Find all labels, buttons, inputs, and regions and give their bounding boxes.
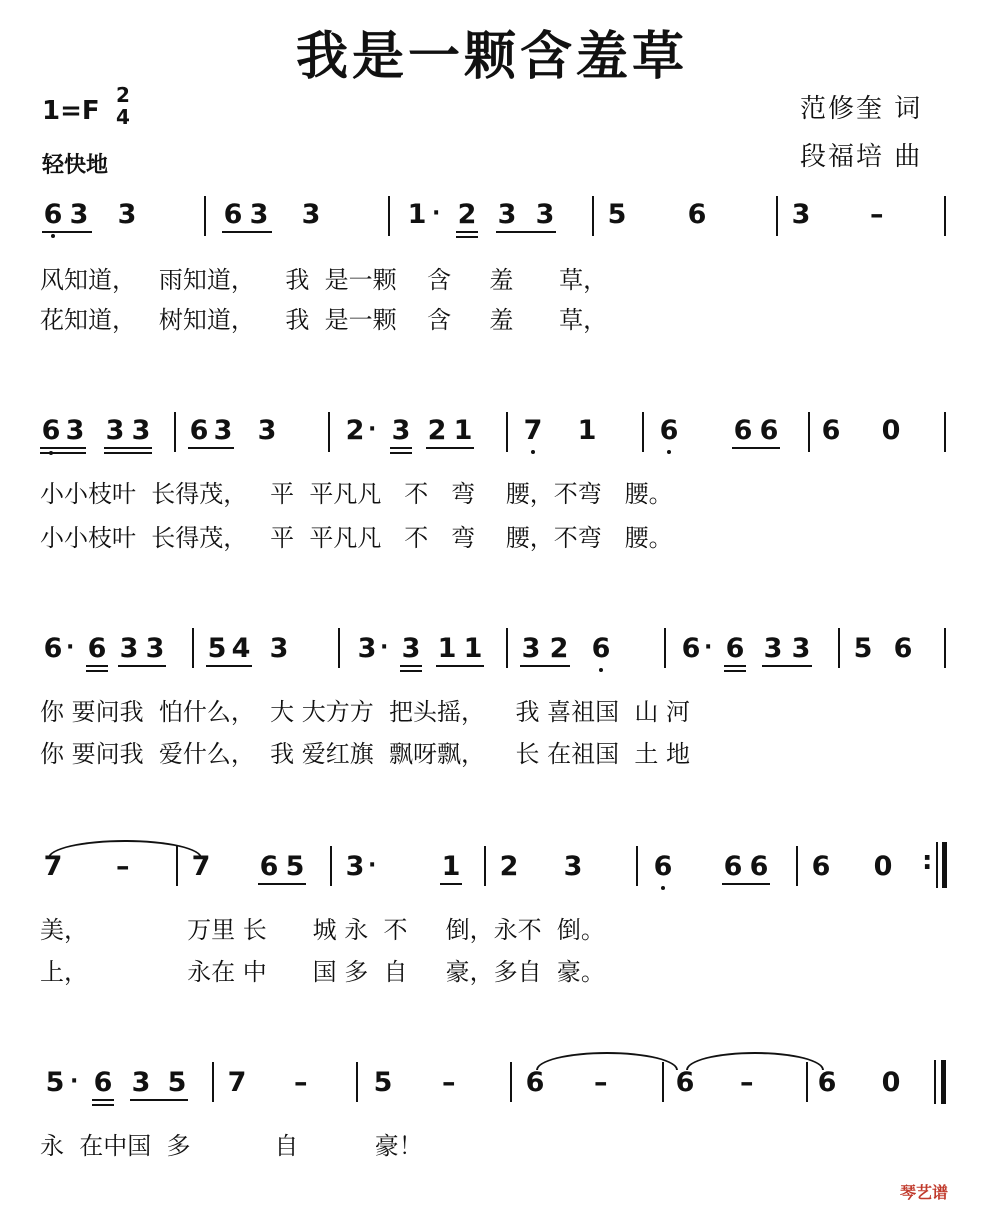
bar-line <box>356 1062 358 1102</box>
note: 3 <box>269 633 289 664</box>
note: 6 <box>189 415 209 446</box>
note: 3 <box>763 633 783 664</box>
note: 2 <box>457 199 477 230</box>
bar-line <box>806 1062 808 1102</box>
bar-line <box>192 628 194 668</box>
note-extension: – <box>294 1067 308 1098</box>
note: 7 <box>523 415 543 446</box>
note: 0 <box>873 851 893 882</box>
bar-line <box>204 196 206 236</box>
note: 2 <box>427 415 447 446</box>
lyricist-credit: 范修奎 词 <box>800 94 923 124</box>
beam-underline <box>724 670 746 672</box>
note: 3 <box>69 199 89 230</box>
beam-underline <box>400 670 422 672</box>
beam-underline <box>762 665 812 667</box>
beam-underline <box>130 1099 188 1101</box>
dot-augmentation: · <box>368 417 377 442</box>
tie-slur <box>686 1052 824 1070</box>
note: 1 <box>437 633 457 664</box>
note: 3 <box>535 199 555 230</box>
lyric-line-verse-1: 你 要问我 怕什么， 大 大方方 把头摇， 我 喜祖国 山 河 <box>40 698 691 726</box>
bar-line <box>506 628 508 668</box>
beam-underline <box>456 231 478 233</box>
note: 1 <box>463 633 483 664</box>
lyric-line: 永 在中国 多 自 豪！ <box>40 1132 423 1160</box>
note: 2 <box>499 851 519 882</box>
low-octave-dot <box>661 886 665 890</box>
beam-underline <box>400 665 422 667</box>
note: 6 <box>41 415 61 446</box>
note: 6 <box>811 851 831 882</box>
note: 5 <box>45 1067 65 1098</box>
note: 6 <box>87 633 107 664</box>
beam-underline <box>390 452 412 454</box>
note: 6 <box>43 633 63 664</box>
beam-underline <box>222 231 272 233</box>
bar-line <box>642 412 644 452</box>
bar-line <box>506 412 508 452</box>
note: 3 <box>301 199 321 230</box>
bar-line <box>388 196 390 236</box>
dot-augmentation: · <box>380 635 389 660</box>
bar-line <box>338 628 340 668</box>
bar-line <box>636 846 638 886</box>
note: 5 <box>373 1067 393 1098</box>
bar-line <box>944 412 946 452</box>
note: 6 <box>723 851 743 882</box>
note: 6 <box>43 199 63 230</box>
note: 6 <box>659 415 679 446</box>
note: 6 <box>223 199 243 230</box>
lyric-line-verse-2: 花知道， 树知道， 我 是一颗 含 羞 草， <box>40 306 608 334</box>
bar-line <box>510 1062 512 1102</box>
note: 0 <box>881 1067 901 1098</box>
lyric-line-verse-1: 美， 万里 长 城 永 不 倒，永不 倒。 <box>40 916 605 944</box>
beam-underline <box>92 1099 114 1101</box>
note: 1 <box>407 199 427 230</box>
beam-underline <box>456 236 478 238</box>
beam-underline <box>732 447 780 449</box>
bar-line <box>330 846 332 886</box>
note: 6 <box>675 1067 695 1098</box>
note: 6 <box>93 1067 113 1098</box>
note: 3 <box>791 199 811 230</box>
time-signature-denominator: 4 <box>116 105 130 129</box>
low-octave-dot <box>599 668 603 672</box>
bar-line <box>484 846 486 886</box>
bar-line <box>838 628 840 668</box>
note: 5 <box>167 1067 187 1098</box>
watermark-logo: 琴艺谱 <box>900 1183 949 1202</box>
note: 3 <box>65 415 85 446</box>
note-extension: – <box>442 1067 456 1098</box>
note: 6 <box>525 1067 545 1098</box>
repeat-sign-dots: : <box>922 846 933 876</box>
note: 3 <box>357 633 377 664</box>
note: 6 <box>759 415 779 446</box>
note: 6 <box>653 851 673 882</box>
dot-augmentation: · <box>70 1069 79 1094</box>
note: 3 <box>401 633 421 664</box>
note: 1 <box>577 415 597 446</box>
bar-line <box>212 1062 214 1102</box>
note: 2 <box>549 633 569 664</box>
bar-line <box>944 628 946 668</box>
beam-underline <box>722 883 770 885</box>
beam-underline <box>40 452 86 454</box>
beam-underline <box>40 447 86 449</box>
dot-augmentation: · <box>66 635 75 660</box>
composer-credit: 段福培 曲 <box>800 142 923 172</box>
beam-underline <box>104 447 152 449</box>
note: 5 <box>207 633 227 664</box>
note: 4 <box>231 633 251 664</box>
note: 5 <box>607 199 627 230</box>
note-extension: – <box>870 199 884 230</box>
note: 7 <box>227 1067 247 1098</box>
note: 3 <box>345 851 365 882</box>
beam-underline <box>188 447 234 449</box>
lyric-line-verse-2: 上， 永在 中 国 多 自 豪，多自 豪。 <box>40 958 605 986</box>
note: 3 <box>119 633 139 664</box>
note-extension: – <box>740 1067 754 1098</box>
bar-line <box>592 196 594 236</box>
note: 6 <box>817 1067 837 1098</box>
note: 3 <box>249 199 269 230</box>
note: 2 <box>345 415 365 446</box>
lyric-line-verse-2: 小小枝叶 长得茂， 平 平凡凡 不 弯 腰，不弯 腰。 <box>40 524 673 552</box>
beam-underline <box>724 665 746 667</box>
note: 7 <box>191 851 211 882</box>
note: 3 <box>791 633 811 664</box>
note: 1 <box>441 851 461 882</box>
note: 7 <box>43 851 63 882</box>
beam-underline <box>104 452 152 454</box>
bar-line <box>796 846 798 886</box>
note: 3 <box>563 851 583 882</box>
beam-underline <box>42 231 92 233</box>
note: 3 <box>131 415 151 446</box>
beam-underline <box>496 231 556 233</box>
note: 3 <box>257 415 277 446</box>
page-title: 我是一颗含羞草 <box>295 26 688 87</box>
note: 6 <box>591 633 611 664</box>
note: 0 <box>881 415 901 446</box>
note-extension: – <box>116 851 130 882</box>
beam-underline <box>206 665 252 667</box>
beam-underline <box>520 665 570 667</box>
beam-underline <box>118 665 166 667</box>
lyric-line-verse-1: 小小枝叶 长得茂， 平 平凡凡 不 弯 腰，不弯 腰。 <box>40 480 673 508</box>
note: 6 <box>681 633 701 664</box>
note: 5 <box>853 633 873 664</box>
dot-augmentation: · <box>432 201 441 226</box>
time-signature-numerator: 2 <box>116 83 130 107</box>
note-extension: – <box>594 1067 608 1098</box>
key-signature: 1=F <box>42 96 100 126</box>
note: 6 <box>259 851 279 882</box>
beam-underline <box>86 665 108 667</box>
note: 6 <box>687 199 707 230</box>
dot-augmentation: · <box>368 853 377 878</box>
bar-line <box>944 196 946 236</box>
note: 6 <box>821 415 841 446</box>
beam-underline <box>258 883 306 885</box>
note: 5 <box>285 851 305 882</box>
beam-underline <box>390 447 412 449</box>
beam-underline <box>92 1104 114 1106</box>
bar-line <box>174 412 176 452</box>
note: 3 <box>497 199 517 230</box>
note: 6 <box>733 415 753 446</box>
bar-line <box>664 628 666 668</box>
note: 1 <box>453 415 473 446</box>
bar-line <box>328 412 330 452</box>
beam-underline <box>440 883 462 885</box>
low-octave-dot <box>531 450 535 454</box>
beam-underline <box>86 670 108 672</box>
tempo-marking: 轻快地 <box>42 153 109 178</box>
lyric-line-verse-1: 风知道， 雨知道， 我 是一颗 含 羞 草， <box>40 266 608 294</box>
dot-augmentation: · <box>704 635 713 660</box>
bar-line <box>936 842 938 888</box>
note: 3 <box>131 1067 151 1098</box>
bar-line <box>808 412 810 452</box>
note: 6 <box>749 851 769 882</box>
final-bar-line <box>941 1060 946 1104</box>
low-octave-dot <box>51 234 55 238</box>
time-signature <box>116 84 130 128</box>
note: 6 <box>893 633 913 664</box>
note: 3 <box>145 633 165 664</box>
beam-underline <box>426 447 474 449</box>
note: 3 <box>521 633 541 664</box>
beam-underline <box>436 665 484 667</box>
note: 3 <box>213 415 233 446</box>
bar-line <box>176 846 178 886</box>
bar-line <box>662 1062 664 1102</box>
note: 3 <box>105 415 125 446</box>
note: 6 <box>725 633 745 664</box>
low-octave-dot <box>667 450 671 454</box>
note: 3 <box>391 415 411 446</box>
note: 3 <box>117 199 137 230</box>
final-bar-line <box>942 842 947 888</box>
bar-line <box>776 196 778 236</box>
bar-line <box>934 1060 936 1104</box>
lyric-line-verse-2: 你 要问我 爱什么， 我 爱红旗 飘呀飘， 长 在祖国 土 地 <box>40 740 691 768</box>
